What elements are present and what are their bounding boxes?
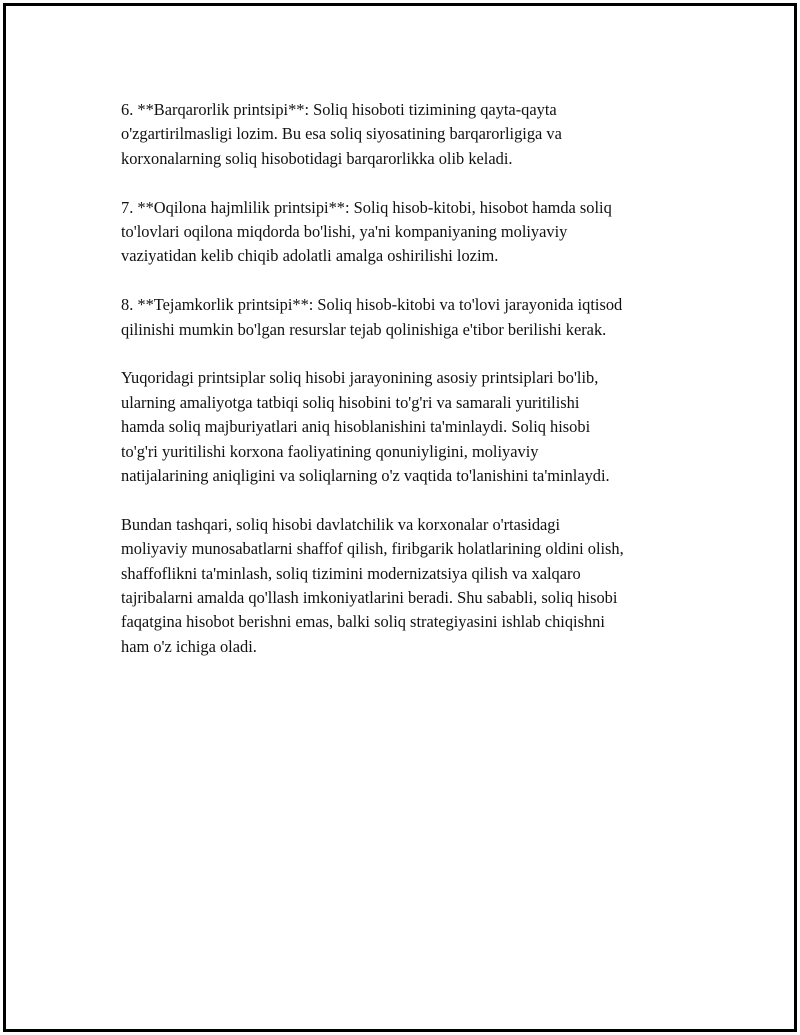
paragraph-summary: Yuqoridagi printsiplar soliq hisobi jarayonining asosiy printsiplari bo'lib, ularning amaliyotga tatbiqi soliq hisobini to'g'ri va samarali yuritilishi hamda soliq majburiyatlari aniq hisoblanishini ta'minlaydi. Soliq hisobi to'g'ri yuritilishi korxona faoliyatining qonuniyligini, moliyaviy natijalarining aniqligini va soliqlarning o'z vaqtida to'lanishini ta'minlaydi.	[121, 368, 610, 486]
paragraph-conclusion: Bundan tashqari, soliq hisobi davlatchilik va korxonalar o'rtasidagi moliyaviy munosabatlarni shaffof qilish, firibgarik holatlarining oldini olish, shaffoflikni ta'minlash, soliq tizimini modernizatsiya qilish va xalqaro tajribalarni amalda qo'llash imkoniyatlarini beradi. Shu sababli, soliq hisobi faqatgina hisobot berishni emas, balki soliq strategiyasini ishlab chiqishni ham o'z ichiga oladi.	[121, 514, 624, 656]
paragraph-barqarorlik-printsipi: 6. **Barqarorlik printsipi**: Soliq hisoboti tizimining qayta-qayta o'zgartirilmasligi lozim. Bu esa soliq siyosatining barqarorligiga va korxonalarning soliq hisobotidagi barqarorlikka olib keladi.	[121, 100, 562, 168]
paragraph-oqilona-hajmlilik-printsipi: 7. **Oqilona hajmlilik printsipi**: Soliq hisob-kitobi, hisobot hamda soliq to'lovlari oqilona miqdorda bo'lishi, ya'ni kompaniyaning moliyaviy vaziyatidan kelib chiqib adolatli amalga oshirilishi lozim.	[121, 197, 612, 266]
page-frame	[3, 3, 797, 1032]
document-body	[121, 98, 701, 684]
paragraph-tejamkorlik-printsipi: 8. **Tejamkorlik printsipi**: Soliq hisob-kitobi va to'lovi jarayonida iqtisod qilinishi mumkin bo'lgan resurslar tejab qolinishiga e'tibor berilishi kerak.	[121, 295, 623, 339]
